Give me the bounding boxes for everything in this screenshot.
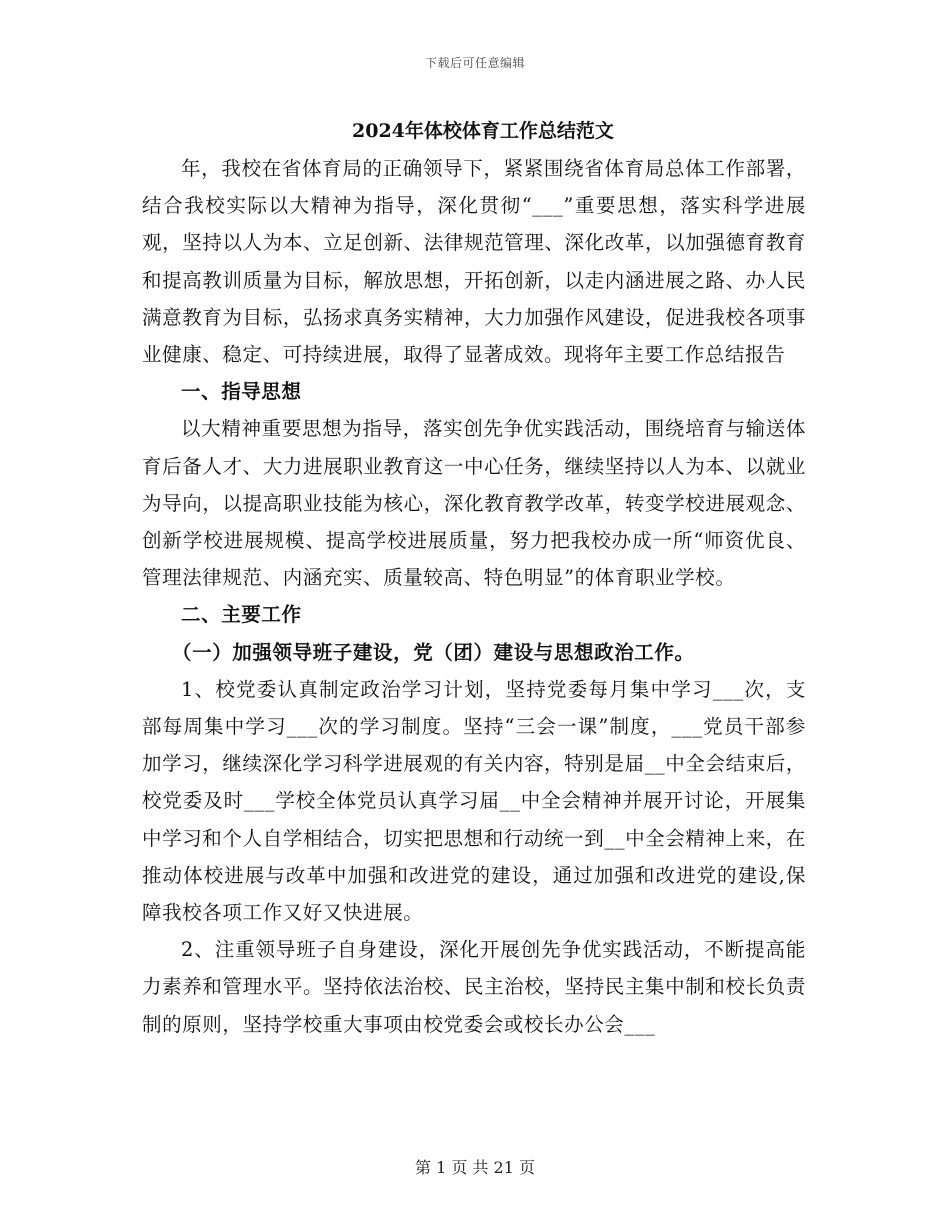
- document-body: [142, 114, 806, 1043]
- section-heading-main-work: 二、主要工作: [181, 603, 302, 627]
- section-heading-guiding-ideology: 一、指导思想: [181, 380, 302, 404]
- guiding-ideology-paragraph: 以大精神重要思想为指导，落实创先争优实践活动，围绕培育与输送体育后备人才、大力进展职业教育这一中心任务，继续坚持以人为本、以就业为导向，以提高职业技能为核心，深化教育教学改革，转变学校进展观念、创新学校进展规模、提高学校进展质量，努力把我校办成一所“师资优良、管理法律规范、内涵充实、质量较高、特色明显”的体育职业学校。: [142, 417, 806, 590]
- work-item-2: 2、注重领导班子自身建设，深化开展创先争优实践活动，不断提高能力素养和管理水平。坚持依法治校、民主治校，坚持民主集中制和校长负责制的原则，坚持学校重大事项由校党委会或校长办公会___: [142, 938, 806, 1036]
- header-note: 下载后可任意编辑: [424, 56, 525, 70]
- intro-paragraph: 年，我校在省体育局的正确领导下，紧紧围绕省体育局总体工作部署，结合我校实际以大精神为指导，深化贯彻“___”重要思想，落实科学进展观，坚持以人为本、立足创新、法律规范管理、深化改革，以加强德育教育和提高教训质量为目标，解放思想，开拓创新，以走内涵进展之路、办人民满意教育为目标，弘扬求真务实精神，大力加强作风建设，促进我校各项事业健康、稳定、可持续进展，取得了显著成效。现将年主要工作总结报告: [142, 157, 806, 367]
- page-footer: 第 1 页 共 21 页: [415, 1158, 535, 1177]
- document-title: 2024年体校体育工作总结范文: [352, 120, 614, 142]
- subsection-heading-leadership: （一）加强领导班子建设，党（团）建设与思想政治工作。: [172, 640, 695, 664]
- work-item-1: 1、校党委认真制定政治学习计划，坚持党委每月集中学习___次，支部每周集中学习___次的学习制度。坚持“三会一课”制度，___党员干部参加学习，继续深化学习科学进展观的有关内容，特别是届__中全会结束后，校党委及时___学校全体党员认真学习届__中全会精神并展开讨论，开展集中学习和个人自学相结合，切实把思想和行动统一到__中全会精神上来，在推动体校进展与改革中加强和改进党的建设，通过加强和改进党的建设,保障我校各项工作又好又快进展。: [142, 677, 806, 925]
